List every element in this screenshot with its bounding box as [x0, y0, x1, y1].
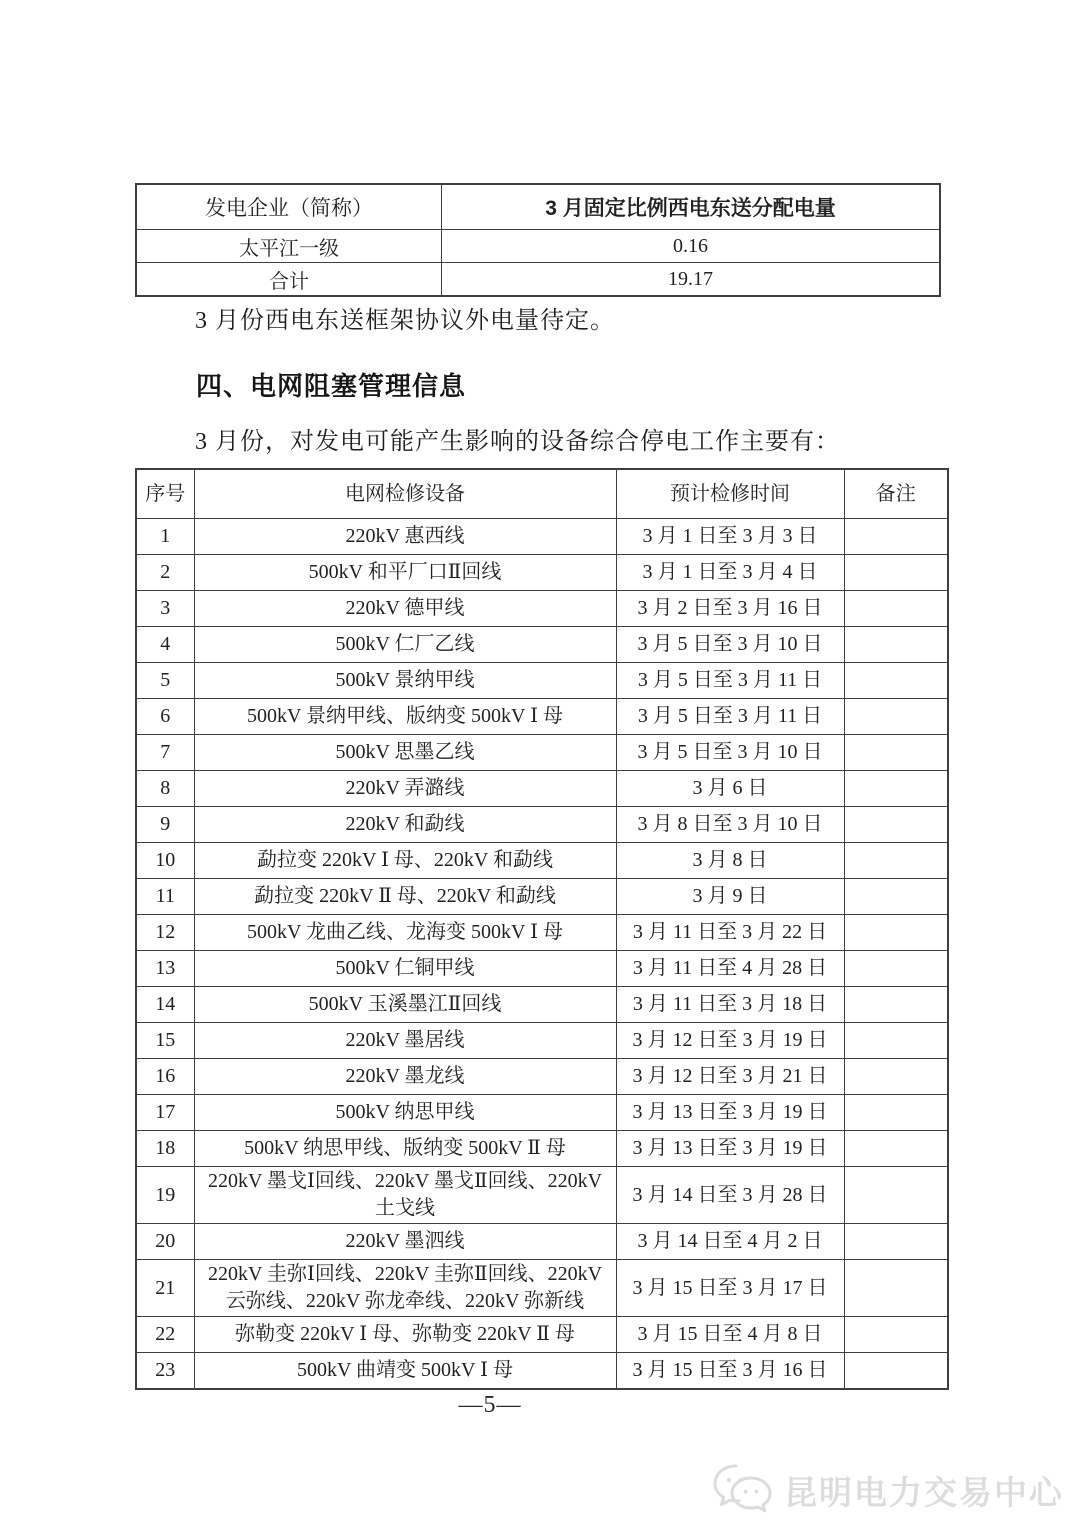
- table-row: [136, 1131, 948, 1167]
- table-row: [136, 663, 948, 699]
- table-row: [136, 699, 948, 735]
- device-cell: 220kV 弄潞线: [194, 771, 616, 807]
- note-cell: [844, 951, 948, 987]
- table-row: [136, 735, 948, 771]
- watermark-text: 昆明电力交易中心: [784, 1473, 1064, 1511]
- device-cell: 220kV 德甲线: [194, 591, 616, 627]
- device-cell: 500kV 纳思甲线、版纳变 500kV Ⅱ 母: [194, 1131, 616, 1167]
- time-cell: 3 月 15 日至 4 月 8 日: [616, 1317, 844, 1353]
- quantity-cell: 19.17: [442, 263, 940, 297]
- note-paragraph: 3 月份西电东送框架协议外电量待定。: [195, 308, 615, 334]
- table-row: [136, 1353, 948, 1390]
- no-cell: 13: [136, 951, 194, 987]
- device-cell: 勐拉变 220kV Ⅰ 母、220kV 和勐线: [194, 843, 616, 879]
- device-cell: 500kV 仁厂乙线: [194, 627, 616, 663]
- time-cell: 3 月 13 日至 3 月 19 日: [616, 1131, 844, 1167]
- no-cell: 1: [136, 519, 194, 555]
- no-cell: 23: [136, 1353, 194, 1390]
- device-cell: 500kV 纳思甲线: [194, 1095, 616, 1131]
- device-cell: 220kV 墨居线: [194, 1023, 616, 1059]
- note-cell: [844, 879, 948, 915]
- table-row: [136, 807, 948, 843]
- note-cell: [844, 1167, 948, 1224]
- table-row: [136, 1023, 948, 1059]
- device-cell: 220kV 圭弥Ⅰ回线、220kV 圭弥Ⅱ回线、220kV 云弥线、220kV 弥龙牵线、220kV 弥新线: [194, 1260, 616, 1317]
- time-cell: 3 月 15 日至 3 月 17 日: [616, 1260, 844, 1317]
- table-row: [136, 1167, 948, 1224]
- note-cell: [844, 735, 948, 771]
- device-cell: 500kV 景纳甲线: [194, 663, 616, 699]
- table-row: [136, 771, 948, 807]
- device-cell: 220kV 和勐线: [194, 807, 616, 843]
- footer-watermark: [712, 1463, 1064, 1517]
- time-cell: 3 月 1 日至 3 月 4 日: [616, 555, 844, 591]
- table-row: [136, 627, 948, 663]
- table-row: [136, 519, 948, 555]
- maintenance-header-device: 电网检修设备: [194, 469, 616, 519]
- time-cell: 3 月 14 日至 4 月 2 日: [616, 1224, 844, 1260]
- no-cell: 4: [136, 627, 194, 663]
- table-row: [136, 230, 940, 263]
- note-cell: [844, 843, 948, 879]
- note-cell: [844, 1260, 948, 1317]
- table-row: [136, 1260, 948, 1317]
- note-cell: [844, 1023, 948, 1059]
- device-cell: 220kV 墨龙线: [194, 1059, 616, 1095]
- time-cell: 3 月 8 日: [616, 843, 844, 879]
- table-header-row: [136, 184, 940, 230]
- device-cell: 勐拉变 220kV Ⅱ 母、220kV 和勐线: [194, 879, 616, 915]
- time-cell: 3 月 11 日至 4 月 28 日: [616, 951, 844, 987]
- device-cell: 弥勒变 220kV Ⅰ 母、弥勒变 220kV Ⅱ 母: [194, 1317, 616, 1353]
- table-header-row: [136, 469, 948, 519]
- time-cell: 3 月 11 日至 3 月 18 日: [616, 987, 844, 1023]
- table-row: [136, 1317, 948, 1353]
- maintenance-header-time: 预计检修时间: [616, 469, 844, 519]
- table-row: [136, 263, 940, 297]
- device-cell: 500kV 和平厂口Ⅱ回线: [194, 555, 616, 591]
- no-cell: 10: [136, 843, 194, 879]
- company-cell: 合计: [136, 263, 442, 297]
- note-cell: [844, 1059, 948, 1095]
- intro-paragraph: 3 月份，对发电可能产生影响的设备综合停电工作主要有：: [195, 429, 840, 455]
- note-cell: [844, 915, 948, 951]
- table-row: [136, 591, 948, 627]
- time-cell: 3 月 12 日至 3 月 19 日: [616, 1023, 844, 1059]
- note-cell: [844, 663, 948, 699]
- section-heading: 四、电网阻塞管理信息: [196, 371, 467, 401]
- note-cell: [844, 555, 948, 591]
- note-cell: [844, 771, 948, 807]
- device-cell: 220kV 惠西线: [194, 519, 616, 555]
- no-cell: 3: [136, 591, 194, 627]
- note-cell: [844, 1095, 948, 1131]
- no-cell: 8: [136, 771, 194, 807]
- time-cell: 3 月 9 日: [616, 879, 844, 915]
- no-cell: 9: [136, 807, 194, 843]
- device-cell: 500kV 仁铜甲线: [194, 951, 616, 987]
- note-cell: [844, 987, 948, 1023]
- time-cell: 3 月 5 日至 3 月 11 日: [616, 699, 844, 735]
- no-cell: 22: [136, 1317, 194, 1353]
- allocation-header-company: 发电企业（简称）: [136, 184, 442, 230]
- no-cell: 21: [136, 1260, 194, 1317]
- time-cell: 3 月 11 日至 3 月 22 日: [616, 915, 844, 951]
- device-cell: 500kV 曲靖变 500kV Ⅰ 母: [194, 1353, 616, 1390]
- time-cell: 3 月 5 日至 3 月 11 日: [616, 663, 844, 699]
- note-cell: [844, 627, 948, 663]
- table-row: [136, 1224, 948, 1260]
- table-row: [136, 987, 948, 1023]
- no-cell: 6: [136, 699, 194, 735]
- page-number: —5—: [458, 1392, 522, 1418]
- no-cell: 15: [136, 1023, 194, 1059]
- table-row: [136, 1059, 948, 1095]
- maintenance-header-no: 序号: [136, 469, 194, 519]
- device-cell: 500kV 龙曲乙线、龙海变 500kV Ⅰ 母: [194, 915, 616, 951]
- table-row: [136, 879, 948, 915]
- no-cell: 7: [136, 735, 194, 771]
- time-cell: 3 月 13 日至 3 月 19 日: [616, 1095, 844, 1131]
- device-cell: 220kV 墨泗线: [194, 1224, 616, 1260]
- no-cell: 18: [136, 1131, 194, 1167]
- time-cell: 3 月 5 日至 3 月 10 日: [616, 627, 844, 663]
- no-cell: 14: [136, 987, 194, 1023]
- table-row: [136, 843, 948, 879]
- table-row: [136, 915, 948, 951]
- no-cell: 16: [136, 1059, 194, 1095]
- note-cell: [844, 591, 948, 627]
- note-cell: [844, 1131, 948, 1167]
- time-cell: 3 月 12 日至 3 月 21 日: [616, 1059, 844, 1095]
- allocation-table: [135, 183, 941, 297]
- time-cell: 3 月 6 日: [616, 771, 844, 807]
- time-cell: 3 月 1 日至 3 月 3 日: [616, 519, 844, 555]
- no-cell: 19: [136, 1167, 194, 1224]
- no-cell: 17: [136, 1095, 194, 1131]
- time-cell: 3 月 8 日至 3 月 10 日: [616, 807, 844, 843]
- note-cell: [844, 699, 948, 735]
- table-row: [136, 1095, 948, 1131]
- maintenance-header-note: 备注: [844, 469, 948, 519]
- table-row: [136, 555, 948, 591]
- device-cell: 500kV 景纳甲线、版纳变 500kV Ⅰ 母: [194, 699, 616, 735]
- maintenance-table: [135, 468, 949, 1390]
- allocation-header-quantity: 3 月固定比例西电东送分配电量: [442, 184, 940, 230]
- note-cell: [844, 1317, 948, 1353]
- wechat-icon: [712, 1463, 774, 1517]
- note-cell: [844, 519, 948, 555]
- no-cell: 11: [136, 879, 194, 915]
- note-cell: [844, 1353, 948, 1390]
- time-cell: 3 月 2 日至 3 月 16 日: [616, 591, 844, 627]
- time-cell: 3 月 5 日至 3 月 10 日: [616, 735, 844, 771]
- time-cell: 3 月 15 日至 3 月 16 日: [616, 1353, 844, 1390]
- device-cell: 500kV 思墨乙线: [194, 735, 616, 771]
- no-cell: 5: [136, 663, 194, 699]
- no-cell: 20: [136, 1224, 194, 1260]
- note-cell: [844, 1224, 948, 1260]
- company-cell: 太平江一级: [136, 230, 442, 263]
- device-cell: 500kV 玉溪墨江Ⅱ回线: [194, 987, 616, 1023]
- no-cell: 12: [136, 915, 194, 951]
- table-row: [136, 951, 948, 987]
- time-cell: 3 月 14 日至 3 月 28 日: [616, 1167, 844, 1224]
- device-cell: 220kV 墨戈Ⅰ回线、220kV 墨戈Ⅱ回线、220kV 土戈线: [194, 1167, 616, 1224]
- no-cell: 2: [136, 555, 194, 591]
- quantity-cell: 0.16: [442, 230, 940, 263]
- note-cell: [844, 807, 948, 843]
